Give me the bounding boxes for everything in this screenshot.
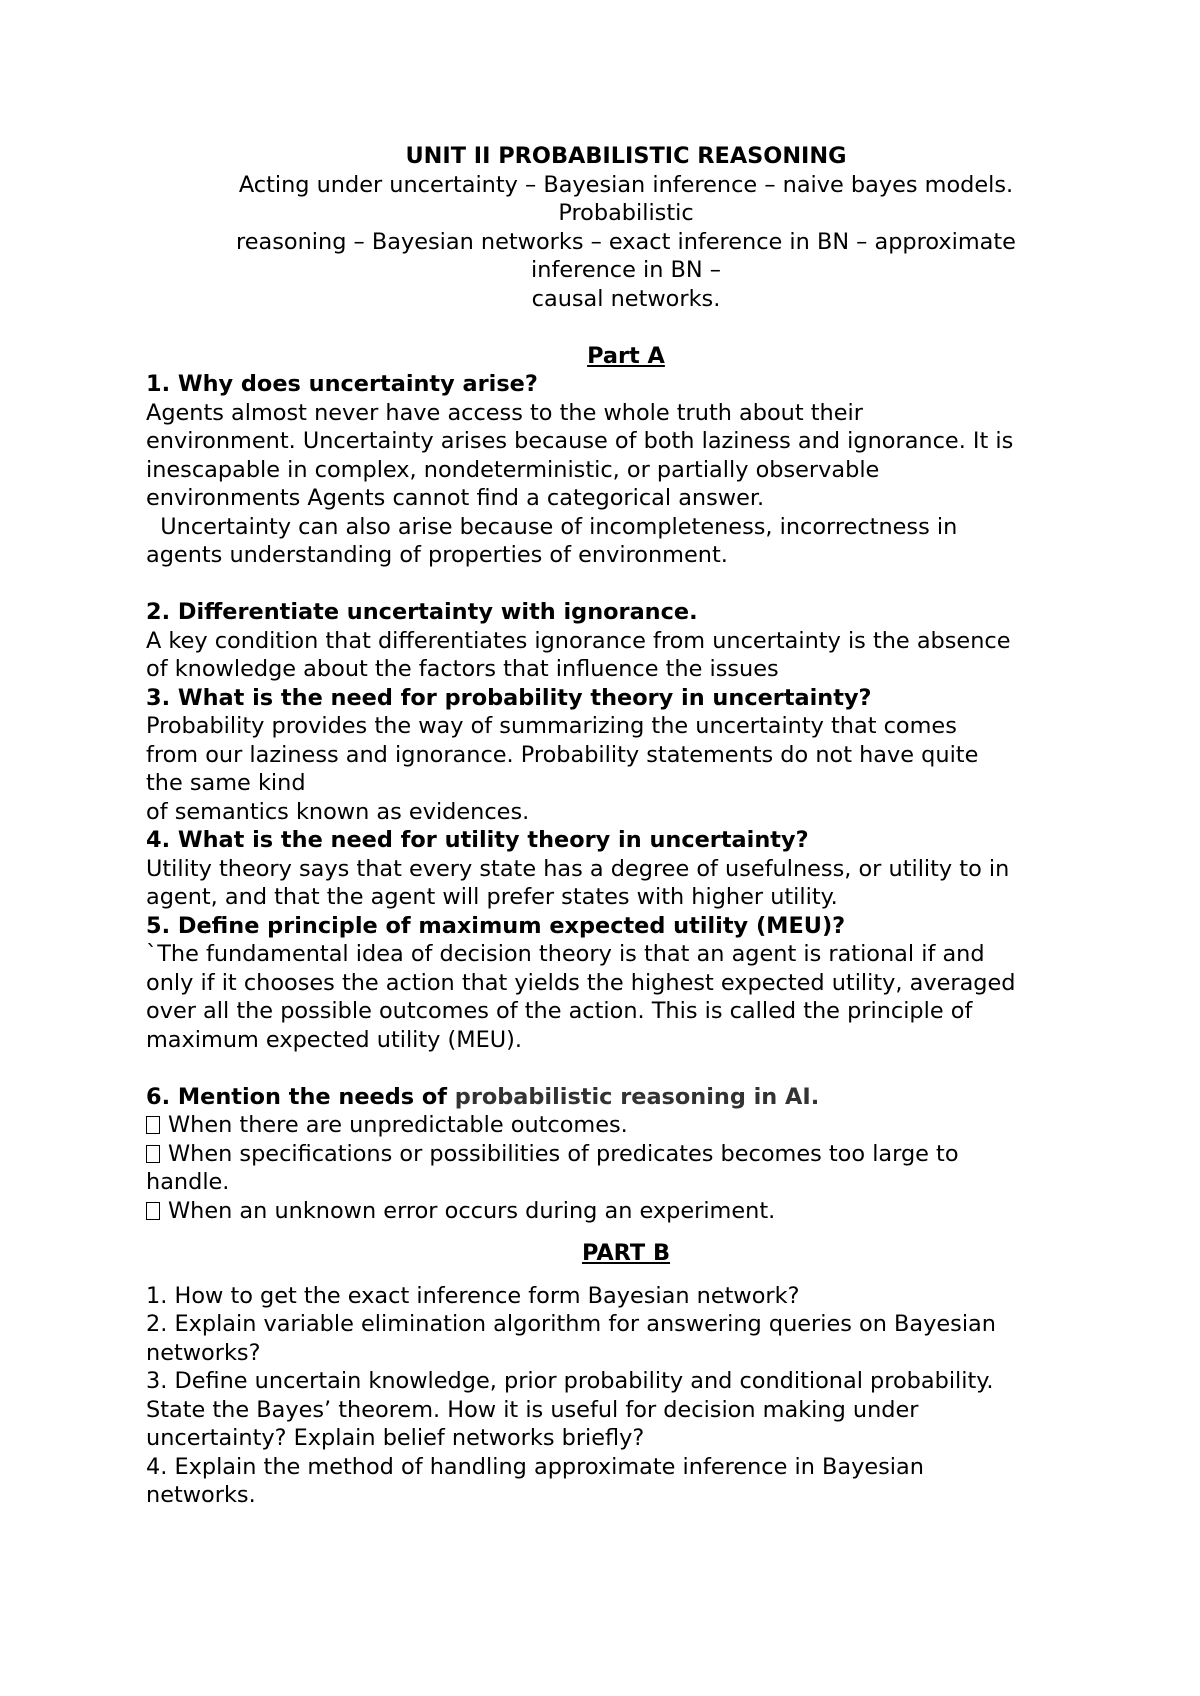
question-6 bbox=[146, 1083, 1106, 1226]
document-page bbox=[146, 142, 1106, 1510]
part-b-line: 4. Explain the method of handling approximate inference in Bayesian bbox=[146, 1453, 924, 1480]
question-text: 5. Define principle of maximum expected utility (MEU)? bbox=[146, 912, 846, 939]
answer-line: agents understanding of properties of environment. bbox=[146, 542, 728, 568]
bullet-text: When an unknown error occurs during an experiment. bbox=[168, 1197, 776, 1224]
bullet-item bbox=[146, 1111, 1106, 1140]
syllabus-line: Probabilistic bbox=[558, 200, 694, 226]
missing-glyph-icon bbox=[146, 1116, 160, 1134]
part-b-line: 2. Explain variable elimination algorithm for answering queries on Bayesian bbox=[146, 1311, 996, 1337]
part-b-heading: PART B bbox=[581, 1240, 671, 1266]
question-text bbox=[146, 1083, 1106, 1112]
part-b-line: 3. Define uncertain knowledge, prior probability and conditional probability. bbox=[146, 1368, 994, 1394]
question-text: 4. What is the need for utility theory in uncertainty? bbox=[146, 827, 809, 853]
answer-line: inescapable in complex, nondeterministic, or partially observable bbox=[146, 456, 880, 483]
answer-line: Utility theory says that every state has a degree of usefulness, or utility to in bbox=[146, 855, 1010, 882]
question-1 bbox=[146, 370, 1106, 570]
question-5 bbox=[146, 912, 1106, 1055]
bullet-text: When there are unpredictable outcomes. bbox=[168, 1112, 628, 1138]
bullet-item bbox=[146, 1197, 1106, 1226]
answer-line: of semantics known as evidences. bbox=[146, 798, 530, 825]
part-a-heading: Part A bbox=[587, 342, 665, 369]
answer-line: A key condition that differentiates ignorance from uncertainty is the absence bbox=[146, 627, 1011, 654]
answer-line: environments Agents cannot find a categorical answer. bbox=[146, 485, 765, 511]
bullet-text: When specifications or possibilities of predicates becomes too large to bbox=[168, 1140, 959, 1167]
answer-line: Agents almost never have access to the whole truth about their bbox=[146, 399, 863, 426]
answer-line: over all the possible outcomes of the action. This is called the principle of bbox=[146, 998, 973, 1024]
syllabus-line: causal networks. bbox=[531, 285, 721, 312]
missing-glyph-icon bbox=[146, 1202, 160, 1220]
unit-title: UNIT II PROBABILISTIC REASONING bbox=[405, 143, 847, 169]
answer-line: Probability provides the way of summarizing the uncertainty that comes bbox=[146, 713, 957, 739]
bullet-continuation: handle. bbox=[146, 1169, 230, 1195]
answer-line: agent, and that the agent will prefer states with higher utility. bbox=[146, 884, 838, 910]
answer-line: `The fundamental idea of decision theory is that an agent is rational if and bbox=[146, 941, 985, 967]
answer-line: the same kind bbox=[146, 770, 306, 796]
answer-line: environment. Uncertainty arises because of both laziness and ignorance. It is bbox=[146, 428, 1014, 454]
part-b-line: 1. How to get the exact inference form Bayesian network? bbox=[146, 1282, 800, 1309]
answer-line: only if it chooses the action that yields the highest expected utility, averaged bbox=[146, 969, 1016, 996]
question-4 bbox=[146, 826, 1106, 912]
question-text-accent: probabilistic reasoning in AI. bbox=[454, 1083, 820, 1110]
answer-line: maximum expected utility (MEU). bbox=[146, 1026, 522, 1053]
question-3 bbox=[146, 684, 1106, 827]
unit-header bbox=[146, 142, 1106, 313]
part-b-line: networks. bbox=[146, 1482, 256, 1508]
syllabus-line: inference in BN – bbox=[531, 257, 721, 283]
missing-glyph-icon bbox=[146, 1145, 160, 1163]
question-2 bbox=[146, 598, 1106, 684]
question-text: 3. What is the need for probability theory in uncertainty? bbox=[146, 684, 872, 711]
part-b-line: uncertainty? Explain belief networks briefly? bbox=[146, 1425, 645, 1451]
syllabus-line: reasoning – Bayesian networks – exact inference in BN – approximate bbox=[236, 228, 1016, 255]
bullet-item bbox=[146, 1140, 1106, 1169]
answer-line: from our laziness and ignorance. Probability statements do not have quite bbox=[146, 741, 979, 768]
part-b-line: networks? bbox=[146, 1339, 261, 1366]
question-text-start: 6. Mention the needs of bbox=[146, 1083, 455, 1110]
syllabus-line: Acting under uncertainty – Bayesian inference – naive bayes models. bbox=[238, 171, 1014, 198]
question-text: 2. Differentiate uncertainty with ignorance. bbox=[146, 599, 698, 625]
question-text: 1. Why does uncertainty arise? bbox=[146, 371, 538, 397]
answer-line: of knowledge about the factors that influence the issues bbox=[146, 656, 779, 682]
part-b-line: State the Bayes’ theorem. How it is useful for decision making under bbox=[146, 1396, 919, 1423]
answer-line: Uncertainty can also arise because of incompleteness, incorrectness in bbox=[146, 513, 958, 540]
part-b-questions bbox=[146, 1282, 1106, 1510]
